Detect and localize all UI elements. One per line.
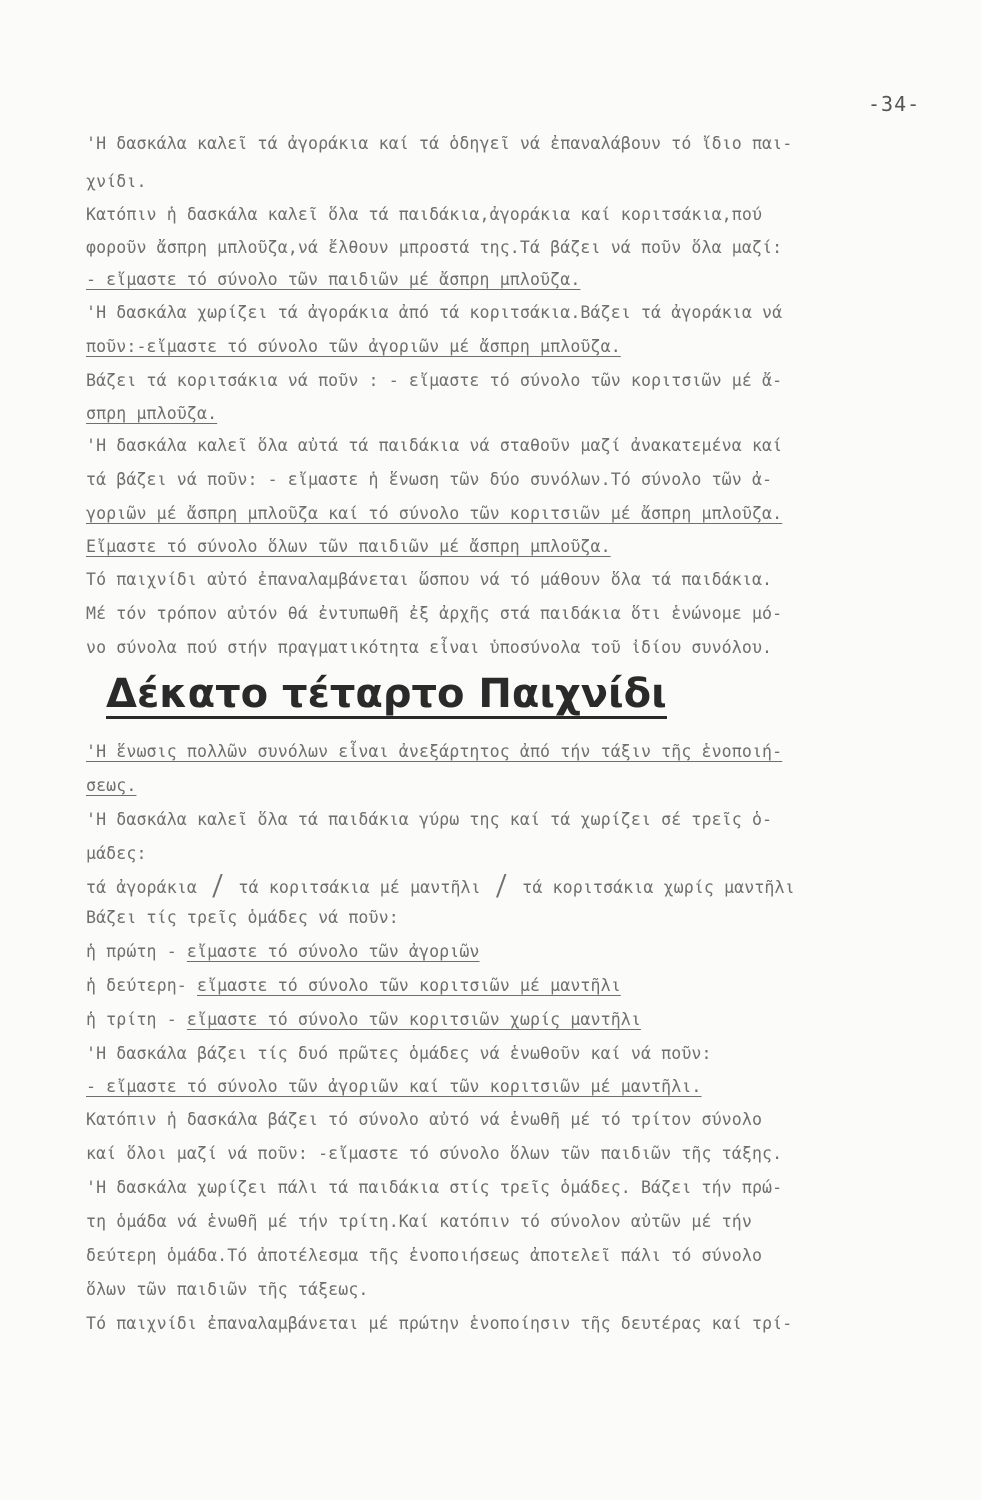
text-line-underlined: 'Η ἕνωσις πολλῶν συνόλων εἶναι ἀνεξάρτητος ἀπό τήν τάξιν τῆς ἑνοποιή- <box>86 742 783 761</box>
text-line: τη ὁμάδα νά ἑνωθῆ μέ τήν τρίτη.Καί κατόπιν τό σύνολον αὐτῶν μέ τήν <box>86 1212 752 1231</box>
text-line: Βάζει τά κοριτσάκια νά ποῦν : - εἴμαστε τό σύνολο τῶν κοριτσιῶν μέ ἄ- <box>86 371 783 390</box>
list-text: εἴμαστε τό σύνολο τῶν κοριτσιῶν μέ μαντῆλι <box>197 976 621 995</box>
page-number: -34- <box>868 92 921 116</box>
text-line: Κατόπιν ἡ δασκάλα καλεῖ ὅλα τά παιδάκια,ἀγοράκια καί κοριτσάκια,πού <box>86 205 763 224</box>
slash-separator: / <box>211 870 225 903</box>
text-line-underlined: Εἴμαστε τό σύνολο ὅλων τῶν παιδιῶν μέ ἄσπρη μπλοῦζα. <box>86 537 611 556</box>
text-line: Τό παιχνίδι αὐτό ἐπαναλαμβάνεται ὥσπου νά τό μάθουν ὅλα τά παιδάκια. <box>86 570 773 589</box>
list-label: ἡ τρίτη - <box>86 1010 177 1029</box>
group-3: τά κοριτσάκια χωρίς μαντῆλι <box>522 878 795 897</box>
text-line: 'Η δασκάλα καλεῖ τά ἀγοράκια καί τά ὁδηγεῖ νά ἐπαναλάβουν τό ἴδιο παι- <box>86 134 793 153</box>
text-line: Βάζει τίς τρεῖς ὁμάδες νά ποῦν: <box>86 908 399 927</box>
list-item <box>86 976 621 995</box>
text-line: 'Η δασκάλα καλεῖ ὅλα αὐτά τά παιδάκια νά σταθοῦν μαζί ἀνακατεμένα καί <box>86 436 783 455</box>
text-line: νο σύνολα πού στήν πραγματικότητα εἶναι ὑποσύνολα τοῦ ἰδίου συνόλου. <box>86 638 773 657</box>
text-line: χνίδι. <box>86 172 147 191</box>
text-line: 'Η δασκάλα βάζει τίς δυό πρῶτες ὁμάδες νά ἑνωθοῦν καί νά ποῦν: <box>86 1044 712 1063</box>
list-text: εἴμαστε τό σύνολο τῶν ἀγοριῶν <box>186 942 480 961</box>
text-line: Κατόπιν ἡ δασκάλα βάζει τό σύνολο αὐτό νά ἑνωθῆ μέ τό τρίτον σύνολο <box>86 1110 763 1129</box>
list-label: ἡ πρώτη - <box>86 942 177 961</box>
list-item <box>86 1010 641 1029</box>
text-line: μάδες: <box>86 844 147 863</box>
slash-separator: / <box>494 870 509 903</box>
list-item <box>86 942 480 961</box>
text-line-underlined: γοριῶν μέ ἄσπρη μπλοῦζα καί τό σύνολο τῶν κοριτσιῶν μέ ἄσπρη μπλοῦζα. <box>86 504 783 523</box>
text-line-underlined: ποῦν:-εἴμαστε τό σύνολο τῶν ἀγοριῶν μέ ἄσπρη μπλοῦζα. <box>86 337 621 356</box>
text-line: δεύτερη ὁμάδα.Τό ἀποτέλεσμα τῆς ἑνοποιήσεως ἀποτελεῖ πάλι τό σύνολο <box>86 1246 763 1265</box>
section-heading: Δέκατο τέταρτο Παιχνίδι <box>106 671 667 717</box>
text-line: Τό παιχνίδι ἐπαναλαμβάνεται μέ πρώτην ἑνοποίησιν τῆς δευτέρας καί τρί- <box>86 1314 793 1333</box>
text-line: 'Η δασκάλα χωρίζει πάλι τά παιδάκια στίς τρεῖς ὁμάδες. Βάζει τήν πρώ- <box>86 1178 783 1197</box>
list-label: ἡ δεύτερη- <box>86 976 187 995</box>
text-line: 'Η δασκάλα χωρίζει τά ἀγοράκια ἀπό τά κοριτσάκια.Βάζει τά ἀγοράκια νά <box>86 303 783 322</box>
text-line: 'Η δασκάλα καλεῖ ὅλα τά παιδάκια γύρω της καί τά χωρίζει σέ τρεῖς ὁ- <box>86 810 773 829</box>
text-line: τά βάζει νά ποῦν: - εἴμαστε ἡ ἕνωση τῶν δύο συνόλων.Τό σύνολο τῶν ἀ- <box>86 470 773 489</box>
group-1: τά ἀγοράκια <box>86 878 197 897</box>
text-line: ὅλων τῶν παιδιῶν τῆς τάξεως. <box>86 1280 369 1299</box>
text-line: Μέ τόν τρόπον αὐτόν θά ἐντυπωθῆ ἐξ ἀρχῆς στά παιδάκια ὅτι ἑνώνομε μό- <box>86 604 783 623</box>
text-line-underlined: - εἴμαστε τό σύνολο τῶν ἀγοριῶν καί τῶν κοριτσιῶν μέ μαντῆλι. <box>86 1077 702 1096</box>
text-line-underlined: σεως. <box>86 776 137 795</box>
text-line-underlined: - εἴμαστε τό σύνολο τῶν παιδιῶν μέ ἄσπρη μπλοῦζα. <box>86 270 581 289</box>
text-line: φοροῦν ἄσπρη μπλοῦζα,νά ἔλθουν μπροστά της.Τά βάζει νά ποῦν ὅλα μαζί: <box>86 238 783 257</box>
group-2: τά κοριτσάκια μέ μαντῆλι <box>238 878 481 897</box>
text-line-underlined: σπρη μπλοῦζα. <box>86 404 218 423</box>
list-text: εἴμαστε τό σύνολο τῶν κοριτσιῶν χωρίς μαντῆλι <box>186 1010 641 1029</box>
text-line: καί ὅλοι μαζί νά ποῦν: -εἴμαστε τό σύνολο ὅλων τῶν παιδιῶν τῆς τάξης. <box>86 1144 783 1163</box>
groups-line <box>86 870 795 903</box>
